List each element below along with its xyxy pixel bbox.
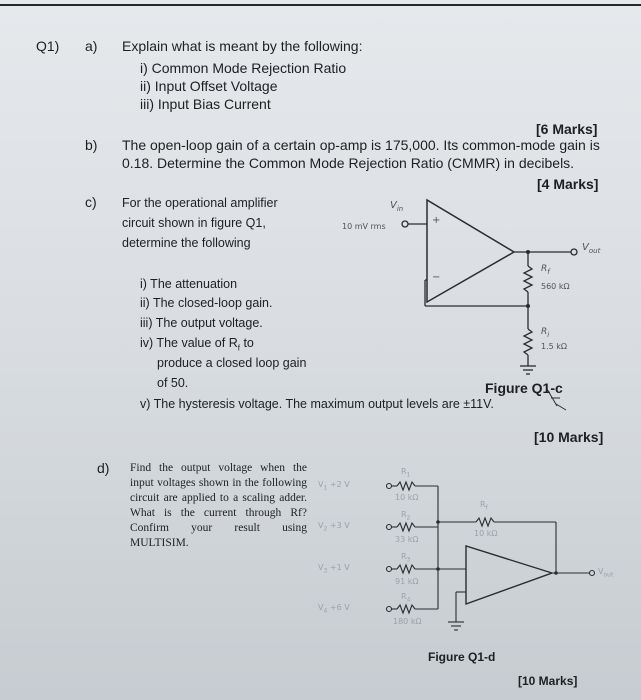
- input-1-label: $V_1 +2$ V: [318, 480, 350, 492]
- part-a-item-1: i) Common Mode Rejection Ratio: [140, 60, 347, 76]
- r4-label: $R_4$: [401, 592, 411, 604]
- part-a-label: a): [85, 38, 98, 54]
- part-c-intro-2: circuit shown in figure Q1,: [122, 216, 266, 230]
- source-amplitude: 10 mV rms: [342, 222, 386, 231]
- part-d-text: Find the output voltage when the input voltages shown in the following circuit are applied to a scaling adder. What is the current through Rf? Confirm your result using MULTISIM.: [130, 462, 307, 549]
- part-c-item-3: iii) The output voltage.: [140, 316, 263, 330]
- part-d-marks: [10 Marks]: [518, 674, 578, 688]
- rf-d-value: 10 kΩ: [474, 529, 498, 538]
- input-2-label: $V_2 +3$ V: [318, 521, 350, 533]
- r4-value: 180 kΩ: [393, 617, 422, 626]
- part-a-marks: [6 Marks]: [536, 121, 598, 137]
- r3-value: 91 kΩ: [395, 577, 419, 586]
- part-c-item-4-cont: produce a closed loop gain: [157, 356, 307, 370]
- r2-value: 33 kΩ: [395, 535, 419, 544]
- figure-q1c-caption: Figure Q1-c: [485, 380, 563, 396]
- part-b-label: b): [85, 137, 98, 153]
- figure-q1d-caption: Figure Q1-d: [428, 650, 496, 664]
- r1-value: 10 kΩ: [395, 493, 419, 502]
- part-c-label: c): [85, 194, 97, 210]
- part-c-item-4-end: of 50.: [157, 376, 189, 390]
- part-c-marks: [10 Marks]: [534, 429, 604, 445]
- r1-label: $R_1$: [401, 467, 411, 479]
- vout-label: $V_{out}$: [582, 242, 601, 255]
- part-b-line-2: 0.18. Determine the Common Mode Rejection Ratio (CMMR) in decibels.: [122, 155, 575, 171]
- r3-label: $R_3$: [401, 552, 411, 564]
- r2-label: $R_2$: [401, 510, 411, 522]
- inverting-sign: −: [432, 272, 441, 283]
- part-c-intro-3: determine the following: [122, 236, 251, 250]
- part-d-label: d): [97, 460, 110, 476]
- ri-label: $R_i$: [541, 327, 550, 339]
- part-b-marks: [4 Marks]: [537, 176, 599, 192]
- input-3-label: $V_3 +1$ V: [318, 563, 350, 575]
- vout-d-label: $V_{out}$: [598, 567, 614, 579]
- part-c-item-4: iv) The value of $R_f$ to: [140, 336, 254, 353]
- part-a-prompt: Explain what is meant by the following:: [122, 38, 363, 54]
- vin-label: $V_{in}$: [390, 200, 404, 213]
- part-c-item-1: i) The attenuation: [140, 277, 238, 291]
- rf-d-label: $R_f$: [480, 500, 488, 512]
- input-4-label: $V_4 +6$ V: [318, 603, 350, 615]
- rf-value: 560 kΩ: [541, 282, 570, 291]
- question-number: Q1): [36, 38, 60, 54]
- noninverting-sign: +: [432, 215, 441, 226]
- part-a-item-3: iii) Input Bias Current: [140, 96, 271, 112]
- part-c-item-2: ii) The closed-loop gain.: [140, 296, 273, 310]
- part-a-item-2: ii) Input Offset Voltage: [140, 78, 278, 94]
- part-c-item-5: v) The hysteresis voltage. The maximum output levels are ±11V.: [140, 397, 494, 411]
- part-c-intro-1: For the operational amplifier: [122, 196, 278, 210]
- part-b-line-1: The open-loop gain of a certain op-amp is 175,000. Its common-mode gain is: [122, 137, 600, 153]
- ri-value: 1.5 kΩ: [541, 342, 568, 351]
- rf-label: $R_f$: [541, 264, 550, 276]
